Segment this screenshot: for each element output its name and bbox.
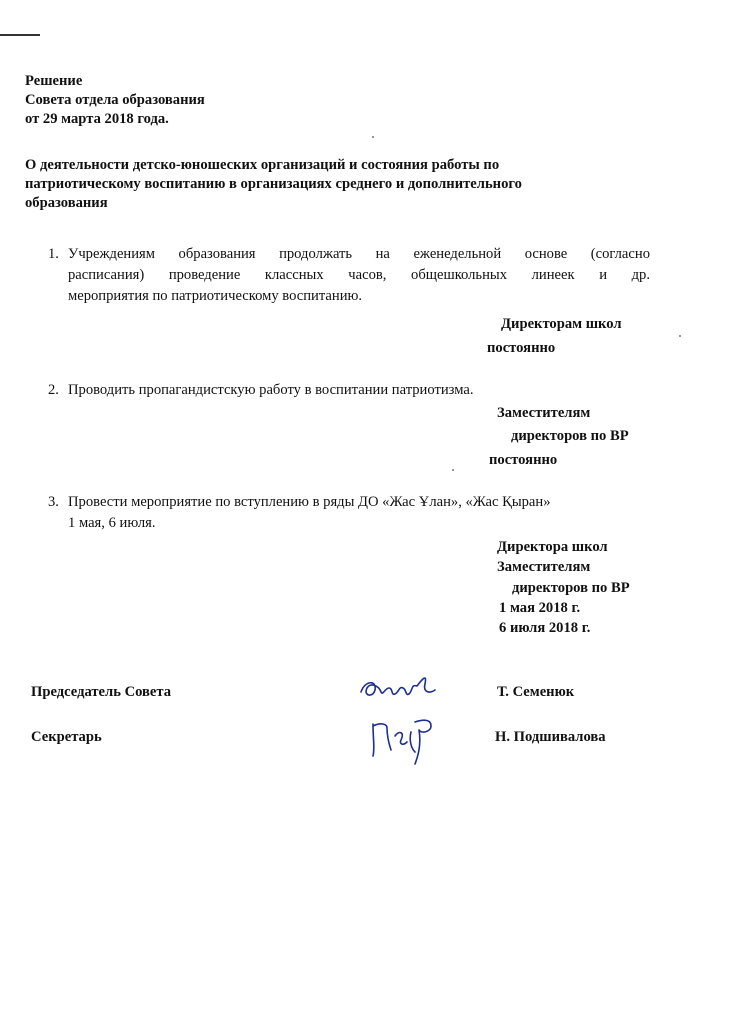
decision-header (25, 72, 205, 129)
item-number: 2. (48, 382, 59, 398)
header-line-3: от 29 марта 2018 года. (25, 111, 169, 127)
secretary-name: Н. Подшивалова (495, 729, 606, 745)
item-3-responsible: Директора школ (497, 539, 608, 555)
item-3-responsible-2-cont: директоров по ВР (512, 580, 630, 596)
item-text-line: 1 мая, 6 июля. (68, 515, 156, 531)
item-2-responsible: Заместителям (497, 405, 591, 421)
item-3-deadline-1: 1 мая 2018 г. (499, 600, 581, 616)
header-line-2: Совета отдела образования (25, 92, 205, 108)
item-3-deadline-2: 6 июля 2018 г. (499, 620, 591, 636)
chairman-name: Т. Семенюк (497, 684, 575, 700)
item-2-responsible-cont: директоров по ВР (511, 428, 629, 444)
item-text (68, 380, 650, 401)
subject-line-3: образования (25, 195, 108, 211)
item-text (68, 244, 650, 307)
secretary-title: Секретарь (31, 729, 102, 745)
item-number: 3. (48, 494, 59, 510)
item-text-line: расписания) проведение классных часов, общешкольных линеек и др. (68, 267, 650, 283)
scan-speck (679, 335, 681, 337)
item-text-line: Учреждениям образования продолжать на еженедельной основе (согласно (68, 246, 650, 262)
item-text-line: Провести мероприятие по вступлению в ряды ДО «Жас Ұлан», «Жас Қыран» (68, 494, 551, 510)
scan-speck (452, 469, 454, 471)
item-text (68, 492, 650, 534)
item-number: 1. (48, 246, 59, 262)
scan-corner-mark (0, 34, 40, 36)
decision-subject (25, 156, 685, 213)
subject-line-1: О деятельности детско-юношеских организаций и состояния работы по (25, 157, 500, 173)
chairman-title: Председатель Совета (31, 684, 172, 700)
secretary-signature (365, 712, 445, 768)
scan-speck (372, 136, 374, 138)
header-line-1: Решение (25, 73, 83, 89)
subject-line-2: патриотическому воспитанию в организациях среднего и дополнительного (25, 176, 522, 192)
item-2-deadline: постоянно (489, 452, 558, 468)
item-text-line: мероприятия по патриотическому воспитанию. (68, 288, 363, 304)
item-3-responsible-2: Заместителям (497, 559, 591, 575)
item-1-responsible: Директорам школ (501, 316, 622, 332)
chairman-signature (355, 668, 445, 708)
item-text-line: Проводить пропагандистскую работу в воспитании патриотизма. (68, 382, 474, 398)
item-1-deadline: постоянно (487, 340, 556, 356)
